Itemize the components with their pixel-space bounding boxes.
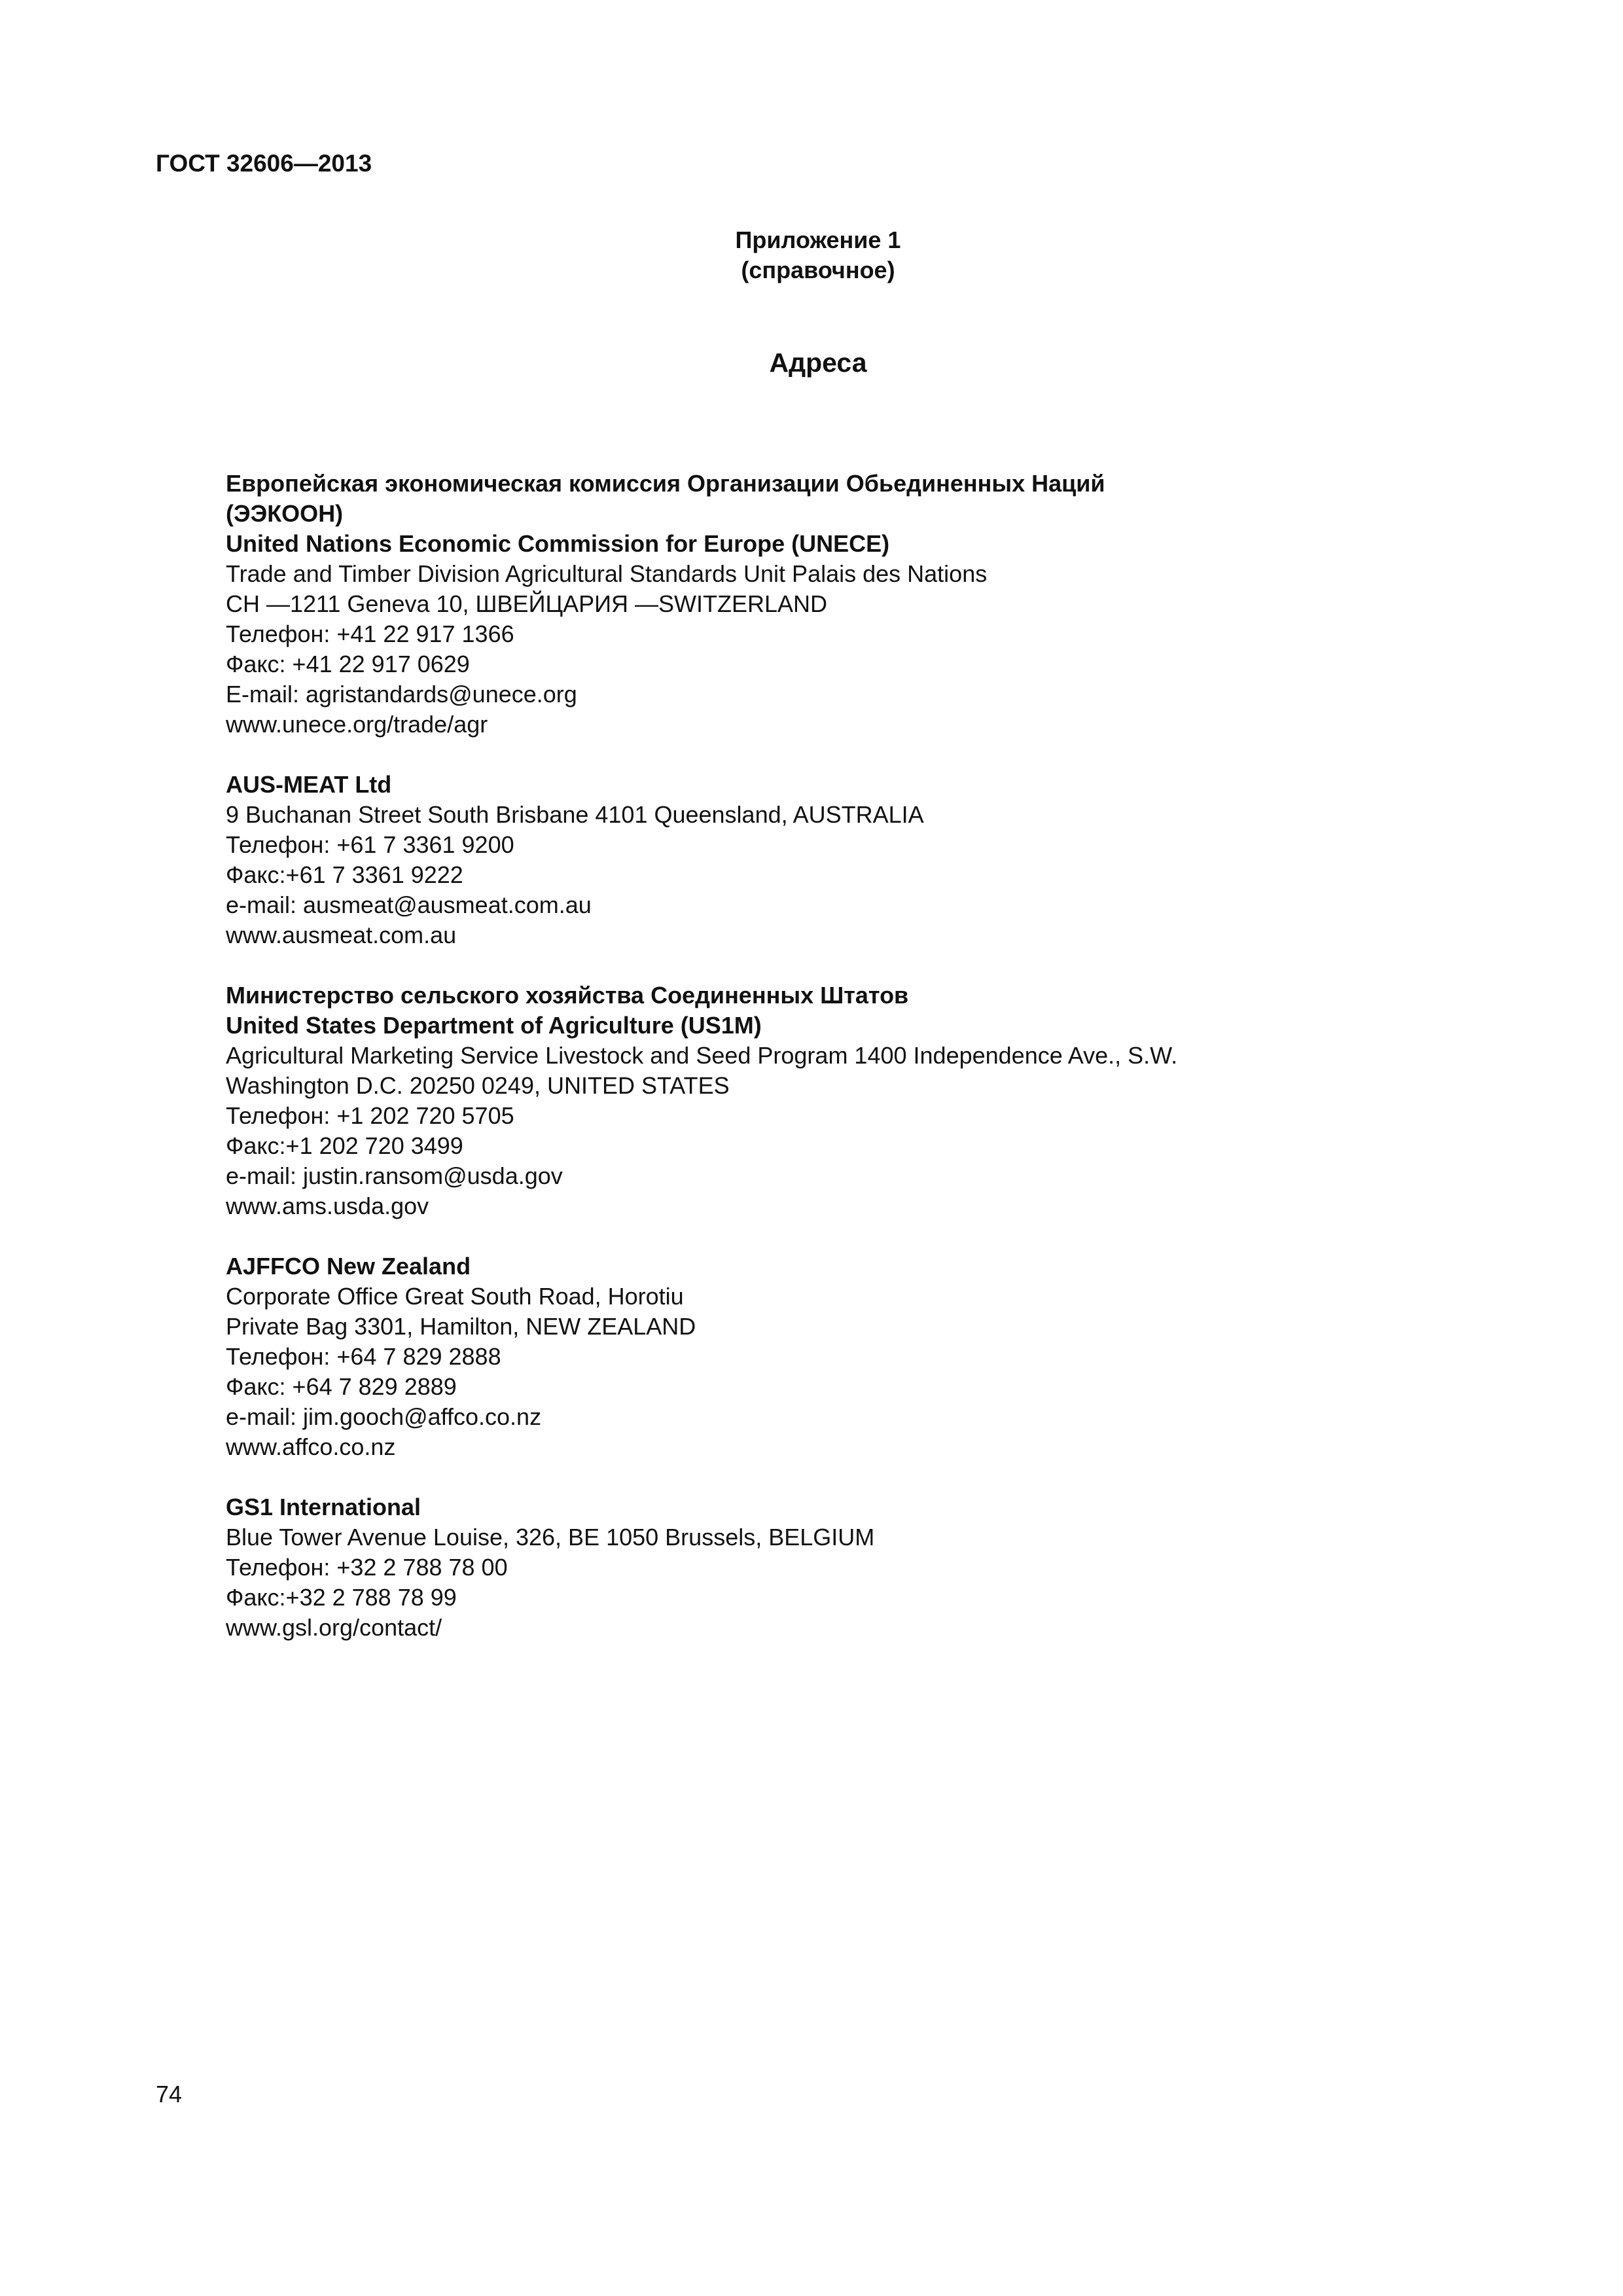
address-entry-gs1 <box>226 1492 1502 1643</box>
address-entry-ajffco <box>226 1251 1502 1462</box>
fax-line: Факс:+1 202 720 3499 <box>226 1132 463 1159</box>
address-line: 9 Buchanan Street South Brisbane 4101 Queensland, AUSTRALIA <box>226 801 924 828</box>
organization-name-en: United Nations Economic Commission for Europe (UNECE) <box>226 530 890 557</box>
appendix-type: (справочное) <box>741 257 895 283</box>
section-title: Адреса <box>769 348 867 378</box>
address-line: Washington D.C. 20250 0249, UNITED STATES <box>226 1072 730 1099</box>
address-line: Agricultural Marketing Service Livestock and Seed Program 1400 Independence Ave., S.W. <box>226 1042 1178 1069</box>
website-line: www.unece.org/trade/agr <box>226 711 488 738</box>
address-line: Trade and Timber Division Agricultural Standards Unit Palais des Nations <box>226 560 988 587</box>
address-line: Private Bag 3301, Hamilton, NEW ZEALAND <box>226 1313 696 1340</box>
organization-name: GS1 International <box>226 1494 421 1520</box>
fax-line: Факс:+32 2 788 78 99 <box>226 1584 457 1611</box>
address-line: Blue Tower Avenue Louise, 326, BE 1050 Brussels, BELGIUM <box>226 1524 875 1551</box>
email-line: e-mail: justin.ransom@usda.gov <box>226 1162 563 1189</box>
address-list <box>226 469 1502 1673</box>
address-entry-usda <box>226 980 1502 1221</box>
website-line: www.ausmeat.com.au <box>226 922 457 948</box>
organization-abbreviation-ru: (ЭЭКООН) <box>226 500 344 527</box>
fax-line: Факс: +41 22 917 0629 <box>226 651 470 677</box>
website-line: www.affco.co.nz <box>226 1433 396 1460</box>
organization-name: AUS-MEAT Ltd <box>226 771 392 798</box>
address-line: CH —1211 Geneva 10, ШВЕЙЦАРИЯ —SWITZERLAND <box>226 590 827 617</box>
email-line: E-mail: agristandards@unece.org <box>226 681 577 708</box>
organization-name: AJFFCO New Zealand <box>226 1253 471 1280</box>
address-entry-aus-meat <box>226 770 1502 950</box>
appendix-label: Приложение 1 <box>735 226 901 253</box>
address-line: Corporate Office Great South Road, Horotiu <box>226 1283 684 1310</box>
organization-name-en: United States Department of Agriculture (US1M) <box>226 1012 762 1039</box>
address-entry-unece <box>226 469 1502 740</box>
phone-line: Телефон: +64 7 829 2888 <box>226 1343 501 1370</box>
phone-line: Телефон: +41 22 917 1366 <box>226 620 514 647</box>
page-number: 74 <box>156 2081 183 2108</box>
organization-name-ru: Министерство сельского хозяйства Соединенных Штатов <box>226 982 909 1009</box>
website-line: www.gsl.org/contact/ <box>226 1614 442 1641</box>
appendix-heading <box>687 225 949 285</box>
phone-line: Телефон: +61 7 3361 9200 <box>226 831 514 858</box>
email-line: e-mail: ausmeat@ausmeat.com.au <box>226 891 592 918</box>
email-line: e-mail: jim.gooch@affco.co.nz <box>226 1403 542 1430</box>
organization-name-ru: Европейская экономическая комиссия Организации Обьединенных Наций <box>226 470 1105 497</box>
fax-line: Факс: +64 7 829 2889 <box>226 1373 457 1400</box>
phone-line: Телефон: +1 202 720 5705 <box>226 1102 514 1129</box>
website-line: www.ams.usda.gov <box>226 1193 429 1219</box>
fax-line: Факс:+61 7 3361 9222 <box>226 861 463 888</box>
phone-line: Телефон: +32 2 788 78 00 <box>226 1554 508 1581</box>
document-code: ГОСТ 32606—2013 <box>156 150 372 177</box>
